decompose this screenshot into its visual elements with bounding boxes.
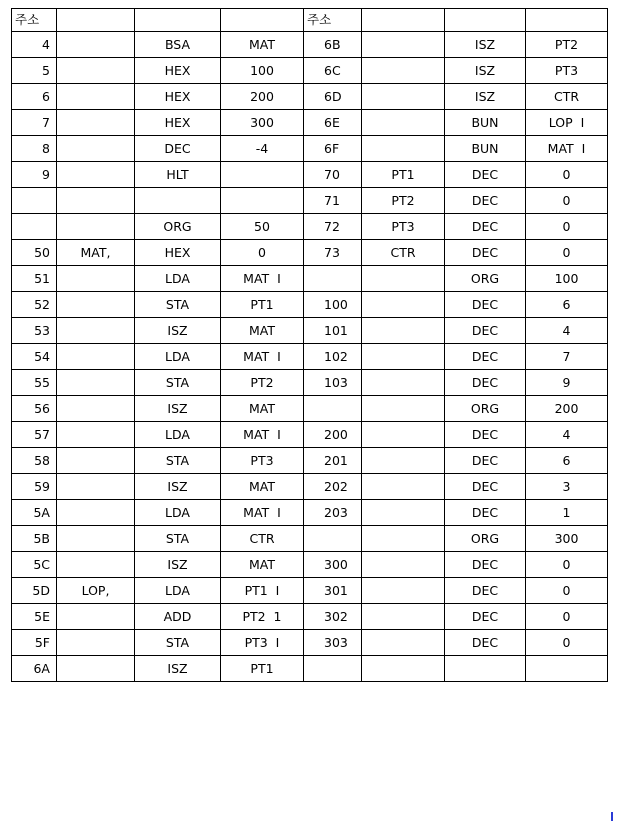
label-cell bbox=[362, 604, 445, 630]
operand-cell bbox=[221, 188, 304, 214]
operand-cell: MAT I bbox=[221, 266, 304, 292]
operand-cell: 7 bbox=[526, 344, 608, 370]
address-cell: 5D bbox=[12, 578, 57, 604]
label-cell bbox=[57, 292, 135, 318]
label-cell bbox=[362, 422, 445, 448]
address-header-right: 주소 bbox=[304, 9, 362, 32]
label-cell bbox=[57, 318, 135, 344]
opcode-cell bbox=[135, 188, 221, 214]
address-cell: 58 bbox=[12, 448, 57, 474]
opcode-cell: BSA bbox=[135, 32, 221, 58]
label-cell bbox=[362, 578, 445, 604]
table-row bbox=[12, 474, 608, 500]
opcode-cell: DEC bbox=[445, 162, 526, 188]
operand-cell: CTR bbox=[526, 84, 608, 110]
table-row bbox=[12, 58, 608, 84]
address-cell: 302 bbox=[304, 604, 362, 630]
opcode-cell: DEC bbox=[445, 240, 526, 266]
address-cell: 5B bbox=[12, 526, 57, 552]
header-empty-cell bbox=[135, 9, 221, 32]
address-cell: 56 bbox=[12, 396, 57, 422]
operand-cell: MAT I bbox=[221, 344, 304, 370]
address-cell: 50 bbox=[12, 240, 57, 266]
operand-cell: 4 bbox=[526, 318, 608, 344]
opcode-cell: ISZ bbox=[135, 474, 221, 500]
table-row bbox=[12, 214, 608, 240]
opcode-cell: LDA bbox=[135, 422, 221, 448]
label-cell bbox=[57, 162, 135, 188]
opcode-cell: STA bbox=[135, 448, 221, 474]
label-cell bbox=[362, 318, 445, 344]
label-cell bbox=[362, 344, 445, 370]
address-cell: 5A bbox=[12, 500, 57, 526]
opcode-cell: STA bbox=[135, 526, 221, 552]
table-row bbox=[12, 552, 608, 578]
label-cell bbox=[362, 110, 445, 136]
opcode-cell: LDA bbox=[135, 266, 221, 292]
opcode-cell: LDA bbox=[135, 344, 221, 370]
address-cell bbox=[304, 396, 362, 422]
address-cell: 8 bbox=[12, 136, 57, 162]
table-row bbox=[12, 266, 608, 292]
opcode-cell: BUN bbox=[445, 110, 526, 136]
label-cell bbox=[362, 474, 445, 500]
table-header-row bbox=[12, 9, 608, 32]
address-cell: 7 bbox=[12, 110, 57, 136]
opcode-cell: HEX bbox=[135, 110, 221, 136]
label-cell bbox=[362, 266, 445, 292]
opcode-cell: DEC bbox=[445, 422, 526, 448]
address-cell: 71 bbox=[304, 188, 362, 214]
operand-cell: LOP I bbox=[526, 110, 608, 136]
opcode-cell: DEC bbox=[445, 214, 526, 240]
opcode-cell bbox=[445, 656, 526, 682]
operand-cell: PT3 bbox=[221, 448, 304, 474]
label-cell: LOP, bbox=[57, 578, 135, 604]
operand-cell: 0 bbox=[526, 162, 608, 188]
address-cell: 73 bbox=[304, 240, 362, 266]
label-cell: PT2 bbox=[362, 188, 445, 214]
opcode-cell: HLT bbox=[135, 162, 221, 188]
label-cell: MAT, bbox=[57, 240, 135, 266]
opcode-cell: STA bbox=[135, 370, 221, 396]
address-cell bbox=[304, 526, 362, 552]
header-empty-cell bbox=[362, 9, 445, 32]
label-cell bbox=[57, 630, 135, 656]
opcode-cell: HEX bbox=[135, 58, 221, 84]
opcode-cell: HEX bbox=[135, 240, 221, 266]
operand-cell: -4 bbox=[221, 136, 304, 162]
address-cell: 6 bbox=[12, 84, 57, 110]
opcode-cell: DEC bbox=[445, 630, 526, 656]
opcode-cell: STA bbox=[135, 630, 221, 656]
header-empty-cell bbox=[57, 9, 135, 32]
address-cell: 5E bbox=[12, 604, 57, 630]
address-cell: 6B bbox=[304, 32, 362, 58]
label-cell bbox=[57, 110, 135, 136]
operand-cell: MAT bbox=[221, 318, 304, 344]
address-cell: 4 bbox=[12, 32, 57, 58]
label-cell bbox=[57, 500, 135, 526]
opcode-cell: DEC bbox=[445, 552, 526, 578]
opcode-cell: ORG bbox=[445, 526, 526, 552]
operand-cell: MAT bbox=[221, 32, 304, 58]
assembly-program-table bbox=[11, 8, 608, 682]
table-row bbox=[12, 604, 608, 630]
address-cell bbox=[304, 266, 362, 292]
operand-cell: 50 bbox=[221, 214, 304, 240]
table-row bbox=[12, 500, 608, 526]
operand-cell: 0 bbox=[526, 240, 608, 266]
label-cell bbox=[362, 58, 445, 84]
opcode-cell: DEC bbox=[445, 474, 526, 500]
opcode-cell: ISZ bbox=[135, 552, 221, 578]
label-cell bbox=[57, 396, 135, 422]
operand-cell: 0 bbox=[221, 240, 304, 266]
operand-cell: PT2 1 bbox=[221, 604, 304, 630]
table-row bbox=[12, 526, 608, 552]
operand-cell: 0 bbox=[526, 214, 608, 240]
operand-cell: PT3 bbox=[526, 58, 608, 84]
table-row bbox=[12, 656, 608, 682]
address-cell bbox=[304, 656, 362, 682]
address-cell: 6E bbox=[304, 110, 362, 136]
label-cell bbox=[57, 448, 135, 474]
label-cell: PT1 bbox=[362, 162, 445, 188]
operand-cell: MAT bbox=[221, 396, 304, 422]
label-cell bbox=[57, 84, 135, 110]
operand-cell: PT3 I bbox=[221, 630, 304, 656]
operand-cell: MAT bbox=[221, 552, 304, 578]
table-row bbox=[12, 240, 608, 266]
label-cell bbox=[57, 552, 135, 578]
address-cell: 72 bbox=[304, 214, 362, 240]
operand-cell: 300 bbox=[526, 526, 608, 552]
operand-cell: PT2 bbox=[526, 32, 608, 58]
opcode-cell: DEC bbox=[445, 344, 526, 370]
operand-cell bbox=[526, 656, 608, 682]
address-cell: 5F bbox=[12, 630, 57, 656]
header-empty-cell bbox=[221, 9, 304, 32]
address-cell: 201 bbox=[304, 448, 362, 474]
opcode-cell: LDA bbox=[135, 578, 221, 604]
table-row bbox=[12, 448, 608, 474]
label-cell bbox=[362, 84, 445, 110]
address-cell: 55 bbox=[12, 370, 57, 396]
address-cell: 53 bbox=[12, 318, 57, 344]
table-row bbox=[12, 84, 608, 110]
label-cell bbox=[362, 526, 445, 552]
table-row bbox=[12, 318, 608, 344]
table-row bbox=[12, 32, 608, 58]
address-cell: 102 bbox=[304, 344, 362, 370]
opcode-cell: DEC bbox=[445, 292, 526, 318]
table-row bbox=[12, 422, 608, 448]
table-row bbox=[12, 344, 608, 370]
address-cell: 70 bbox=[304, 162, 362, 188]
opcode-cell: STA bbox=[135, 292, 221, 318]
address-cell: 303 bbox=[304, 630, 362, 656]
label-cell bbox=[57, 344, 135, 370]
operand-cell: MAT bbox=[221, 474, 304, 500]
label-cell bbox=[57, 136, 135, 162]
address-cell: 5 bbox=[12, 58, 57, 84]
operand-cell: CTR bbox=[221, 526, 304, 552]
address-cell: 52 bbox=[12, 292, 57, 318]
address-cell: 9 bbox=[12, 162, 57, 188]
header-empty-cell bbox=[526, 9, 608, 32]
table-row bbox=[12, 370, 608, 396]
opcode-cell: DEC bbox=[445, 318, 526, 344]
opcode-cell: ORG bbox=[445, 266, 526, 292]
table-row bbox=[12, 578, 608, 604]
table-row bbox=[12, 292, 608, 318]
label-cell bbox=[362, 552, 445, 578]
operand-cell: 3 bbox=[526, 474, 608, 500]
opcode-cell: DEC bbox=[445, 448, 526, 474]
opcode-cell: ISZ bbox=[135, 318, 221, 344]
opcode-cell: ADD bbox=[135, 604, 221, 630]
opcode-cell: DEC bbox=[445, 370, 526, 396]
table-row bbox=[12, 136, 608, 162]
opcode-cell: HEX bbox=[135, 84, 221, 110]
opcode-cell: DEC bbox=[445, 604, 526, 630]
operand-cell: 200 bbox=[221, 84, 304, 110]
address-cell: 6C bbox=[304, 58, 362, 84]
operand-cell: 4 bbox=[526, 422, 608, 448]
operand-cell: 0 bbox=[526, 578, 608, 604]
table-row bbox=[12, 630, 608, 656]
opcode-cell: ORG bbox=[445, 396, 526, 422]
label-cell bbox=[362, 448, 445, 474]
address-cell: 101 bbox=[304, 318, 362, 344]
operand-cell: PT2 bbox=[221, 370, 304, 396]
operand-cell: MAT I bbox=[526, 136, 608, 162]
operand-cell: 100 bbox=[526, 266, 608, 292]
operand-cell: MAT I bbox=[221, 500, 304, 526]
operand-cell: MAT I bbox=[221, 422, 304, 448]
label-cell bbox=[362, 396, 445, 422]
label-cell bbox=[57, 58, 135, 84]
address-cell: 57 bbox=[12, 422, 57, 448]
operand-cell: 6 bbox=[526, 292, 608, 318]
operand-cell: 300 bbox=[221, 110, 304, 136]
label-cell bbox=[57, 604, 135, 630]
opcode-cell: DEC bbox=[445, 188, 526, 214]
label-cell bbox=[57, 656, 135, 682]
label-cell bbox=[362, 630, 445, 656]
label-cell: CTR bbox=[362, 240, 445, 266]
address-cell: 100 bbox=[304, 292, 362, 318]
header-empty-cell bbox=[445, 9, 526, 32]
opcode-cell: ISZ bbox=[445, 58, 526, 84]
table-row bbox=[12, 188, 608, 214]
operand-cell: PT1 bbox=[221, 292, 304, 318]
opcode-cell: ISZ bbox=[445, 84, 526, 110]
operand-cell: 0 bbox=[526, 552, 608, 578]
operand-cell bbox=[221, 162, 304, 188]
table-row bbox=[12, 396, 608, 422]
address-cell: 200 bbox=[304, 422, 362, 448]
address-cell: 6D bbox=[304, 84, 362, 110]
address-cell: 6A bbox=[12, 656, 57, 682]
label-cell bbox=[57, 266, 135, 292]
address-cell: 202 bbox=[304, 474, 362, 500]
operand-cell: PT1 I bbox=[221, 578, 304, 604]
label-cell bbox=[57, 32, 135, 58]
opcode-cell: LDA bbox=[135, 500, 221, 526]
address-cell: 300 bbox=[304, 552, 362, 578]
operand-cell: 100 bbox=[221, 58, 304, 84]
address-cell: 59 bbox=[12, 474, 57, 500]
opcode-cell: ORG bbox=[135, 214, 221, 240]
scroll-marker bbox=[611, 812, 613, 821]
opcode-cell: DEC bbox=[445, 578, 526, 604]
operand-cell: 6 bbox=[526, 448, 608, 474]
label-cell bbox=[362, 32, 445, 58]
label-cell bbox=[362, 500, 445, 526]
opcode-cell: DEC bbox=[135, 136, 221, 162]
opcode-cell: ISZ bbox=[445, 32, 526, 58]
address-header-left: 주소 bbox=[12, 9, 57, 32]
label-cell bbox=[57, 474, 135, 500]
table-row bbox=[12, 110, 608, 136]
label-cell bbox=[362, 136, 445, 162]
address-cell bbox=[12, 188, 57, 214]
opcode-cell: ISZ bbox=[135, 396, 221, 422]
operand-cell: 0 bbox=[526, 630, 608, 656]
label-cell bbox=[362, 292, 445, 318]
address-cell: 54 bbox=[12, 344, 57, 370]
opcode-cell: DEC bbox=[445, 500, 526, 526]
address-cell: 5C bbox=[12, 552, 57, 578]
label-cell bbox=[362, 656, 445, 682]
opcode-cell: BUN bbox=[445, 136, 526, 162]
address-cell: 301 bbox=[304, 578, 362, 604]
label-cell bbox=[57, 422, 135, 448]
label-cell: PT3 bbox=[362, 214, 445, 240]
operand-cell: 200 bbox=[526, 396, 608, 422]
operand-cell: PT1 bbox=[221, 656, 304, 682]
label-cell bbox=[57, 188, 135, 214]
address-cell: 51 bbox=[12, 266, 57, 292]
table-row bbox=[12, 162, 608, 188]
label-cell bbox=[57, 370, 135, 396]
address-cell bbox=[12, 214, 57, 240]
operand-cell: 1 bbox=[526, 500, 608, 526]
address-cell: 203 bbox=[304, 500, 362, 526]
opcode-cell: ISZ bbox=[135, 656, 221, 682]
label-cell bbox=[57, 214, 135, 240]
operand-cell: 9 bbox=[526, 370, 608, 396]
operand-cell: 0 bbox=[526, 188, 608, 214]
address-cell: 103 bbox=[304, 370, 362, 396]
address-cell: 6F bbox=[304, 136, 362, 162]
label-cell bbox=[57, 526, 135, 552]
label-cell bbox=[362, 370, 445, 396]
operand-cell: 0 bbox=[526, 604, 608, 630]
